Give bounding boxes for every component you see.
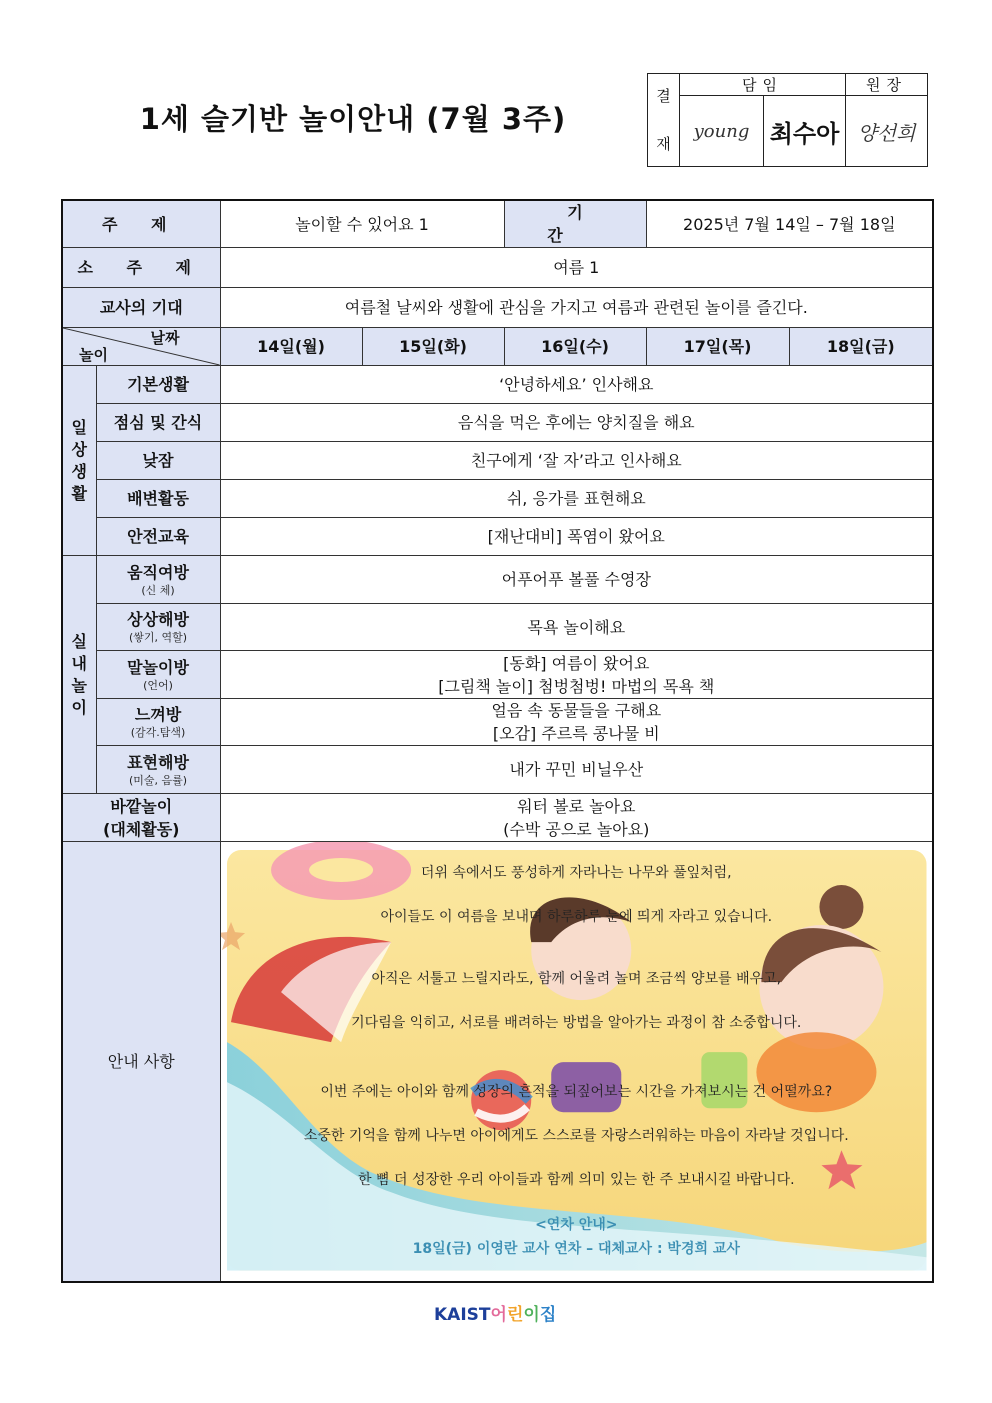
indoor-label-sub: (언어) <box>143 678 173 692</box>
indoor-content-line: 목욕 놀이해요 <box>527 617 626 637</box>
page-title: 1세 슬기반 놀이안내 (7월 3주) <box>139 102 567 136</box>
indoor-row-label <box>96 651 220 699</box>
indoor-row-label <box>96 699 220 746</box>
theme-value: 놀이할 수 있어요 1 <box>220 200 504 248</box>
indoor-label-sub: (감각.탐색) <box>130 726 186 739</box>
indoor-row-content <box>220 746 933 794</box>
indoor-row-content <box>220 556 933 604</box>
indoor-play-category: 실 내 놀 이 <box>62 556 96 794</box>
outdoor-label <box>62 794 220 842</box>
daily-row-label <box>96 518 220 556</box>
indoor-label-main: 움직여방 <box>127 562 189 582</box>
day-wed: 16일(수) <box>504 328 646 366</box>
notice-line: 아이들도 이 여름을 보내며 하루하루 눈에 띄게 자라고 있습니다. <box>380 909 773 925</box>
outdoor-content-line: 워터 볼로 놀아요 <box>517 796 636 816</box>
signature-2-text: 최수아 <box>769 119 840 148</box>
logo-char: 집 <box>539 1305 557 1325</box>
indoor-content-line: [동화] 여름이 왔어요 <box>503 653 650 673</box>
indoor-label-main: 말놀이방 <box>127 657 189 677</box>
daily-row-label <box>96 442 220 480</box>
indoor-row-label <box>96 604 220 651</box>
indoor-label-main: 표현해방 <box>127 752 189 772</box>
day-tue: 15일(화) <box>362 328 504 366</box>
outdoor-content-line: (수박 공으로 놀아요) <box>503 819 650 839</box>
daily-row-content: 친구에게 ‘잘 자’라고 인사해요 <box>220 442 933 480</box>
notice-line: 더위 속에서도 풍성하게 자라나는 나무와 풀잎처럼, <box>420 865 732 881</box>
daily-row-content: 쉬, 응가를 표현해요 <box>220 480 933 518</box>
indoor-content-line: 얼음 속 동물들을 구해요 <box>491 701 662 720</box>
daily-label-nap: 낮잠 <box>142 450 174 470</box>
notice-line: 한 뼘 더 성장한 우리 아이들과 함께 의미 있는 한 주 보내시길 바랍니다. <box>358 1172 795 1188</box>
day-mon: 14일(월) <box>220 328 362 366</box>
daily-label-safety: 안전교육 <box>127 526 189 546</box>
notice-label: 안내 사항 <box>62 842 220 1282</box>
outdoor-label-main: 바깥놀이 <box>110 796 173 816</box>
daily-label-basic: 기본생활 <box>127 374 189 394</box>
daily-row-content: ‘안녕하세요’ 인사해요 <box>220 366 933 404</box>
approval-director-header: 원장 <box>846 74 928 96</box>
notice-text-block <box>221 842 933 1281</box>
expectation-label: 교사의 기대 <box>62 288 220 328</box>
approval-homeroom-header: 담임 <box>680 74 846 96</box>
indoor-content-line: [오감] 주르륵 콩나물 비 <box>492 724 660 743</box>
play-header-label: 놀이 <box>79 346 108 364</box>
daily-label-meal: 점심 및 간식 <box>113 412 203 432</box>
subtheme-value: 여름 1 <box>220 248 933 288</box>
notice-content <box>220 842 933 1282</box>
logo-char: 린 <box>506 1305 524 1325</box>
indoor-content-line: 내가 꾸민 비닐우산 <box>509 760 644 779</box>
notice-line: 소중한 기억을 함께 나누면 아이에게도 스스로를 자랑스러워하는 마음이 자라날 것입니다. <box>303 1128 849 1144</box>
leave-notice-text: 18일(금) 이영란 교사 연차 – 대체교사 : 박경희 교사 <box>412 1241 740 1257</box>
notice-line: 기다림을 익히고, 서로를 배려하는 방법을 알아가는 과정이 참 소중합니다. <box>351 1015 802 1031</box>
date-play-header <box>62 328 220 366</box>
indoor-row-content <box>220 604 933 651</box>
signature-3-text: 양선희 <box>857 120 916 145</box>
outdoor-label-sub: (대체활동) <box>103 819 180 839</box>
period-value: 2025년 7월 14일 – 7월 18일 <box>646 200 933 248</box>
indoor-label-main: 상상해방 <box>127 610 189 629</box>
indoor-row-label <box>96 556 220 604</box>
leave-notice-title: <연차 안내> <box>535 1217 618 1233</box>
daily-row-content: 음식을 먹은 후에는 양치질을 해요 <box>220 404 933 442</box>
daily-row-label <box>96 366 220 404</box>
expectation-value: 여름철 날씨와 생활에 관심을 가지고 여름과 관련된 놀이를 즐긴다. <box>220 288 933 328</box>
indoor-row-label <box>96 746 220 794</box>
daily-label-toilet: 배변활동 <box>127 488 189 508</box>
indoor-row-content <box>220 699 933 746</box>
theme-label: 주 제 <box>62 200 220 248</box>
notice-line: 아직은 서툴고 느릴지라도, 함께 어울려 놀며 조금씩 양보를 배우고, <box>371 971 782 987</box>
logo-kaist-text: KAIST <box>434 1305 491 1325</box>
period-label: 기 간 <box>504 200 646 248</box>
date-header-label: 날짜 <box>150 329 180 347</box>
kaist-kindergarten-logo <box>434 1300 564 1330</box>
indoor-row-content <box>220 651 933 699</box>
daily-row-label <box>96 480 220 518</box>
indoor-content-line: [그림책 놀이] 첨벙첨벙! 마법의 목욕 책 <box>438 676 715 696</box>
signature-1-text: young <box>693 120 750 142</box>
indoor-label-sub: (신 체) <box>141 583 175 597</box>
signature-1 <box>680 96 764 167</box>
indoor-label-sub: (미술, 음률) <box>128 773 188 787</box>
indoor-content-line: 어푸어푸 볼풀 수영장 <box>501 570 651 589</box>
daily-life-category: 일 상 생 활 <box>62 366 96 556</box>
logo-char: 어 <box>490 1305 507 1325</box>
signature-3 <box>846 96 928 167</box>
indoor-label-sub: (쌓기, 역할) <box>128 631 188 644</box>
subtheme-label: 소 주 제 <box>62 248 220 288</box>
approval-side-label: 결 재 <box>648 74 680 167</box>
approval-box <box>647 73 928 167</box>
day-thu: 17일(목) <box>646 328 789 366</box>
daily-row-content: [재난대비] 폭염이 왔어요 <box>220 518 933 556</box>
signature-2 <box>764 96 846 167</box>
play-plan-table <box>61 199 934 1283</box>
outdoor-content <box>220 794 933 842</box>
day-fri: 18일(금) <box>789 328 933 366</box>
notice-line: 이번 주에는 아이와 함께 성장의 흔적을 되짚어보는 시간을 가져보시는 건 어떨까요? <box>320 1084 833 1100</box>
daily-row-label <box>96 404 220 442</box>
logo-char: 이 <box>523 1305 540 1325</box>
indoor-label-main: 느껴방 <box>134 705 182 724</box>
